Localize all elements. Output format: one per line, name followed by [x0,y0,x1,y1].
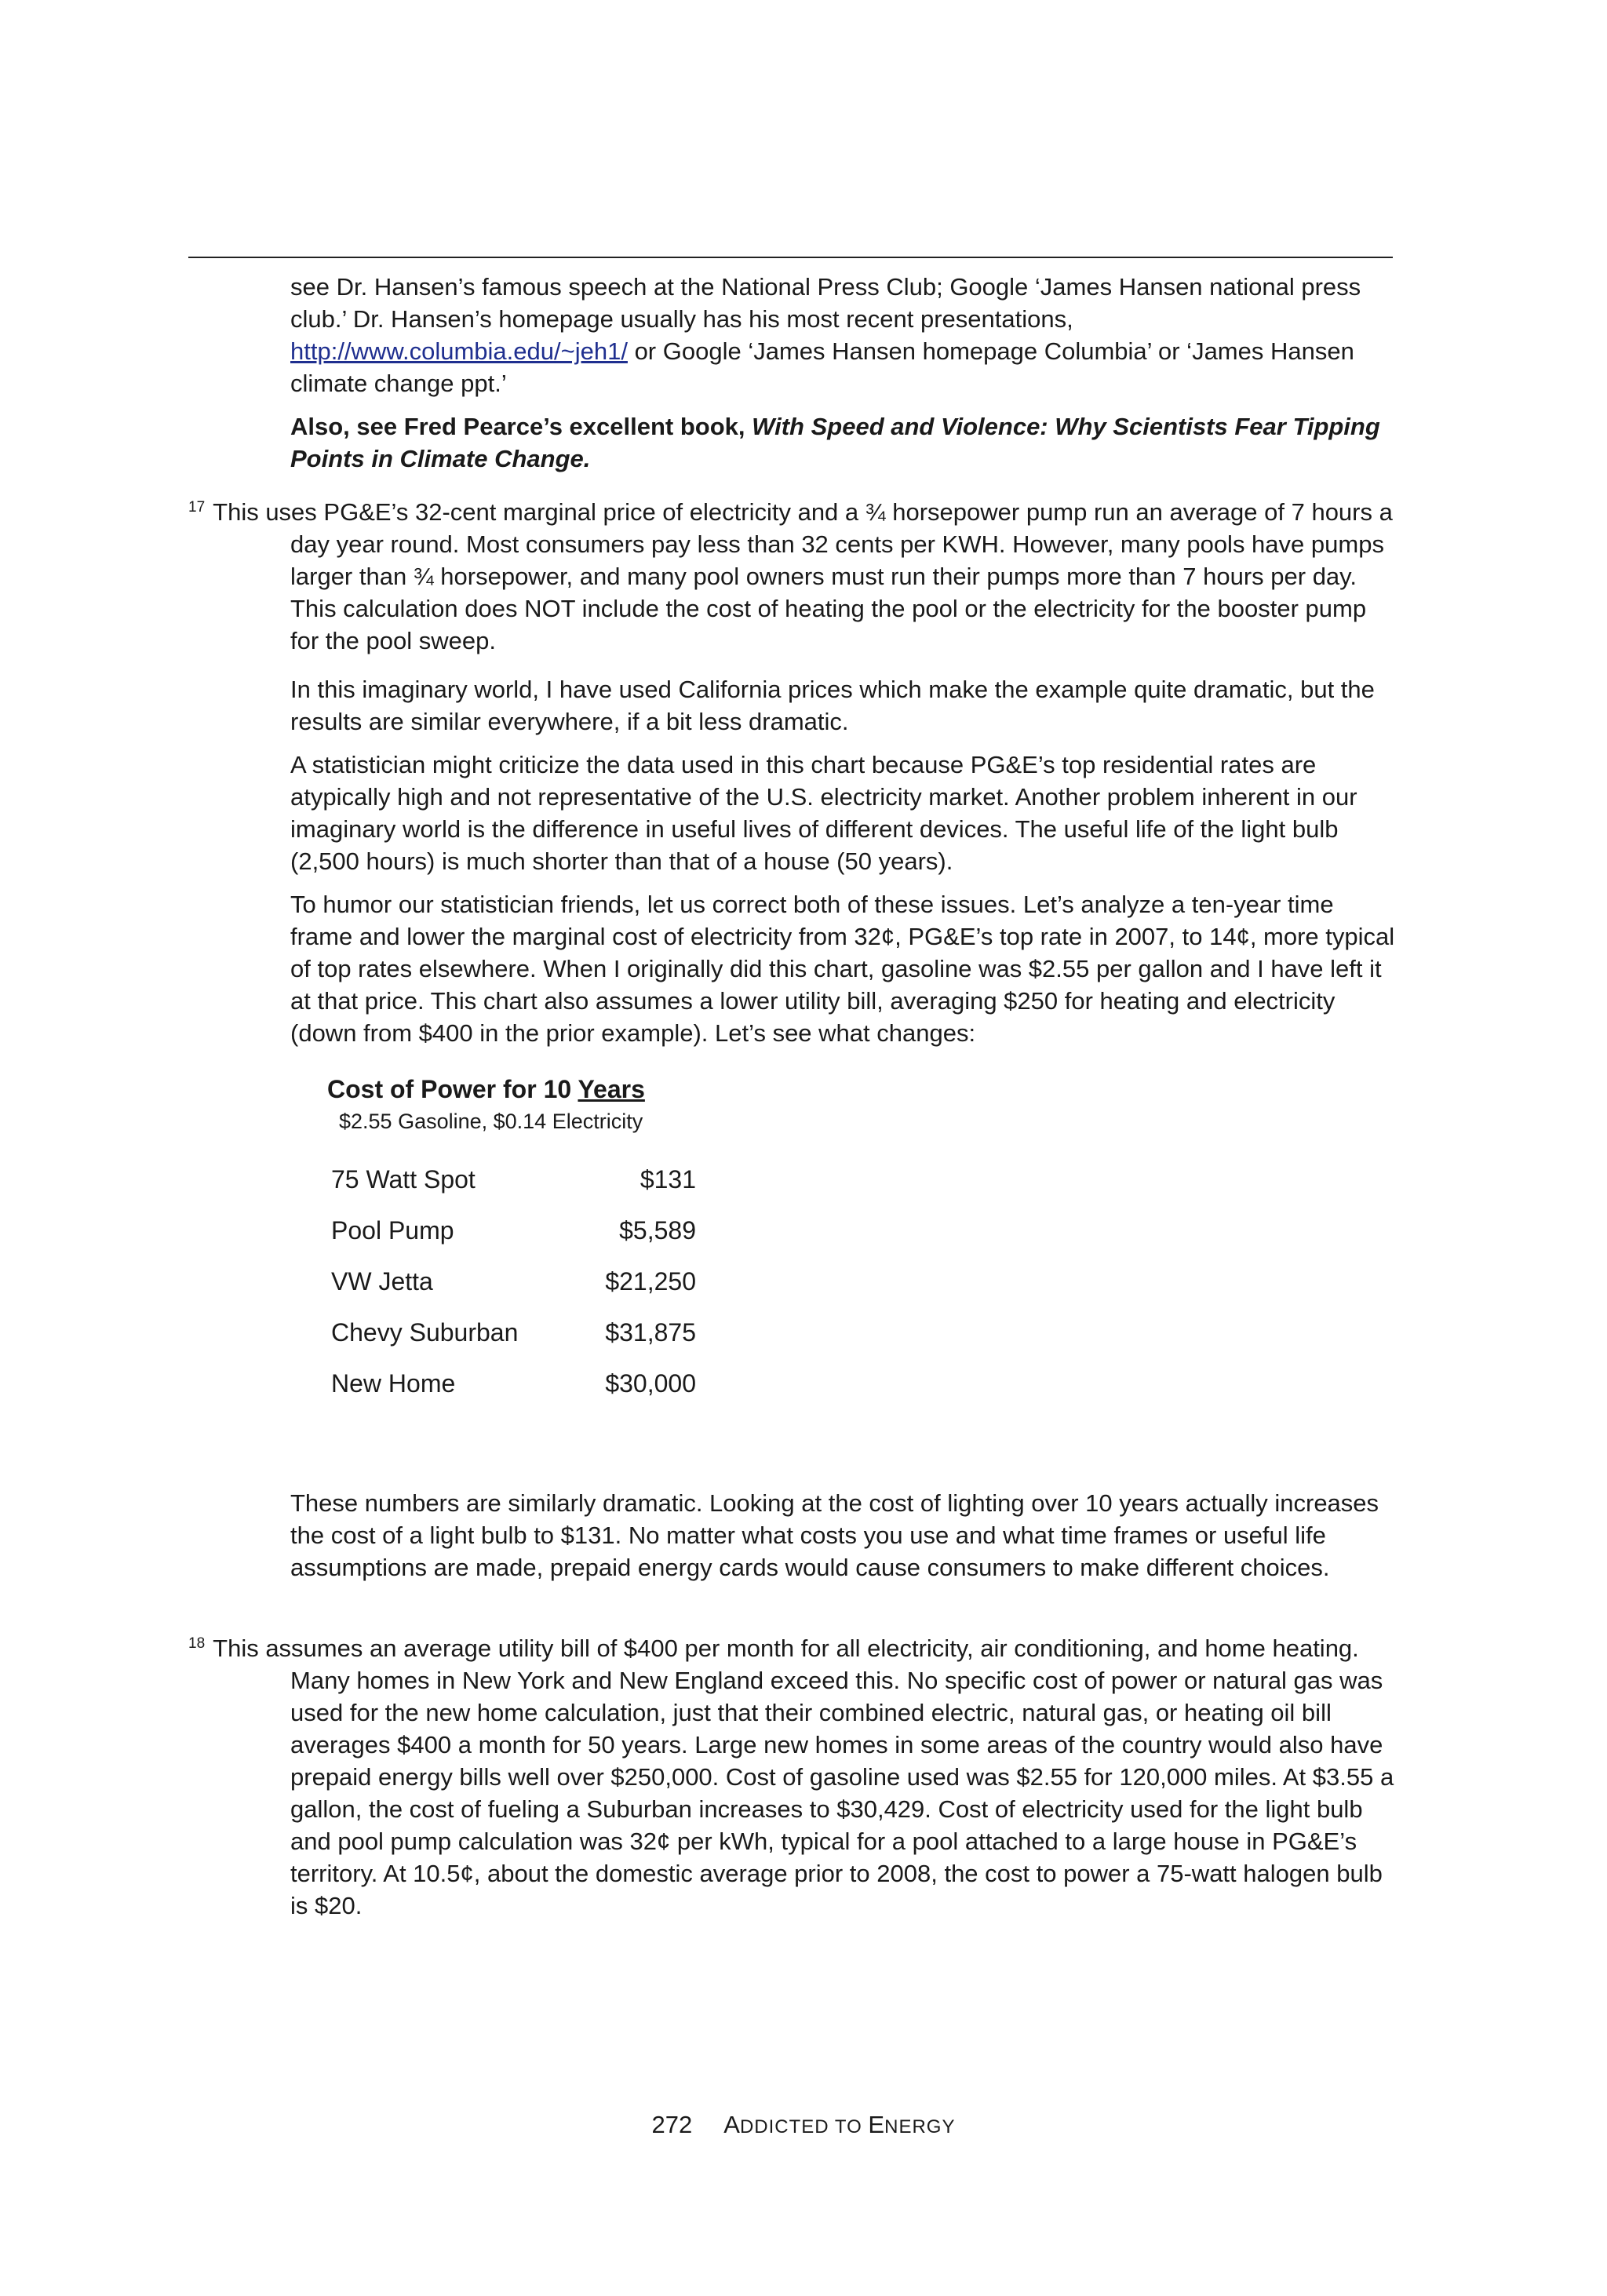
footnote-17-body [290,673,1397,1049]
carryover-line1: see Dr. Hansen’s famous speech at the National Press Club; Google ‘James Hansen national press club.’ Dr. Hansen’s homepage usually has his most recent presentations, [290,273,1361,333]
footnote-17 [188,496,1401,657]
table-row [331,1318,696,1347]
table-cost: $30,000 [605,1369,696,1398]
book-title: With Speed and Violence: Why Scientists Fear Tipping Points in Climate Change. [290,413,1380,472]
footnote-17-para1 [188,496,1401,657]
footnote-17-para1-text: This uses PG&E’s 32-cent marginal price of electricity and a ¾ horsepower pump run an average of 7 hours a day year round. Most consumers pay less than 32 cents per KWH. However, many pools have pumps larger than ¾ horsepower, and many pool owners must run their pumps more than 7 hours per day. This calculation does NOT include the cost of heating the pool or the electricity for the booster pump for the pool sweep. [213,498,1393,654]
carryover-footnote [290,271,1397,475]
page-footer [0,2111,1607,2139]
table-title-years: Years [578,1075,645,1103]
footnote-17-conclusion [290,1487,1397,1584]
hansen-homepage-link[interactable]: http://www.columbia.edu/~jeh1/ [290,337,628,365]
footnote-17-para5: These numbers are similarly dramatic. Looking at the cost of lighting over 10 years actually increases the cost of a light bulb to $131. No matter what costs you use and what time frames or useful life assumptions are made, prepaid energy cards would cause consumers to make different choices. [290,1489,1379,1581]
carryover-line2: or Google ‘James Hansen homepage Columbia’ or ‘James Hansen climate change ppt.’ [290,337,1354,397]
table-item: Pool Pump [331,1216,454,1245]
carryover-text [290,271,1397,399]
table-row [331,1165,696,1194]
table-item: VW Jetta [331,1267,433,1296]
footnote-17-number: 17 [188,498,206,516]
running-title-energy: NERGY [884,2116,956,2137]
footnote-17-para3: A statistician might criticize the data used in this chart because PG&E’s top residential rates are atypically high and not representative of the U.S. electricity market. Another problem inherent in our imaginary world is the difference in useful lives of different devices. The useful life of the light bulb (2,500 hours) is much shorter than that of a house (50 years). [290,751,1357,875]
footnote-17-para4: To humor our statistician friends, let us correct both of these issues. Let’s analyze a ten-year time frame and lower the marginal cost of electricity from 32¢, PG&E’s top rate in 2007, to 14¢, more typical of top rates elsewhere. When I originally did this chart, gasoline was $2.55 per gallon and I have left it at that price. This chart also assumes a lower utility bill, averaging $250 for heating and electricity (down from $400 in the prior example). Let’s see what changes: [290,891,1395,1047]
footnote-18 [188,1632,1401,1922]
table-item: New Home [331,1369,456,1398]
table-subtitle: $2.55 Gasoline, $0.14 Electricity [339,1110,643,1133]
table-row [331,1216,696,1245]
table-item: Chevy Suburban [331,1318,519,1347]
table-cost: $21,250 [605,1267,696,1296]
page-number: 272 [651,2111,693,2138]
table-cost: $5,589 [619,1216,696,1245]
footnote-18-number: 18 [188,1635,206,1652]
also-see-text: Also, see Fred Pearce’s excellent book, [290,413,752,440]
footnote-17-para2: In this imaginary world, I have used California prices which make the example quite dramatic, but the results are similar everywhere, if a bit less dramatic. [290,676,1375,735]
running-title-a: A [723,2111,740,2138]
running-title-addicted: DDICTED TO [739,2116,869,2137]
table-title [327,1075,645,1104]
table-row [331,1369,696,1398]
footnote-separator-rule [188,257,1393,258]
table-title-prefix: Cost of Power for 10 [327,1075,578,1103]
table-cost: $31,875 [605,1318,696,1347]
running-title-e: E [868,2111,885,2138]
table-cost: $131 [640,1165,696,1194]
footnote-18-text-block [188,1632,1401,1922]
table-item: 75 Watt Spot [331,1165,476,1194]
book-recommendation [290,410,1397,475]
table-row [331,1267,696,1296]
footnote-18-text: This assumes an average utility bill of $400 per month for all electricity, air conditioning, and home heating. Many homes in New York and New England exceed this. No specific cost of power or natural gas was used for the new home calculation, just that their combined electric, natural gas, or heating oil bill averages $400 a month for 50 years. Large new homes in some areas of the country would also have prepaid energy bills well over $250,000. Cost of gasoline used was $2.55 for 120,000 miles. At $3.55 a gallon, the cost of fueling a Suburban increases to $30,429. Cost of electricity used for the light bulb and pool pump calculation was 32¢ per kWh, typical for a pool attached to a large house in PG&E’s territory. At 10.5¢, about the domestic average prior to 2008, the cost to power a 75-watt halogen bulb is $20. [213,1635,1394,1919]
